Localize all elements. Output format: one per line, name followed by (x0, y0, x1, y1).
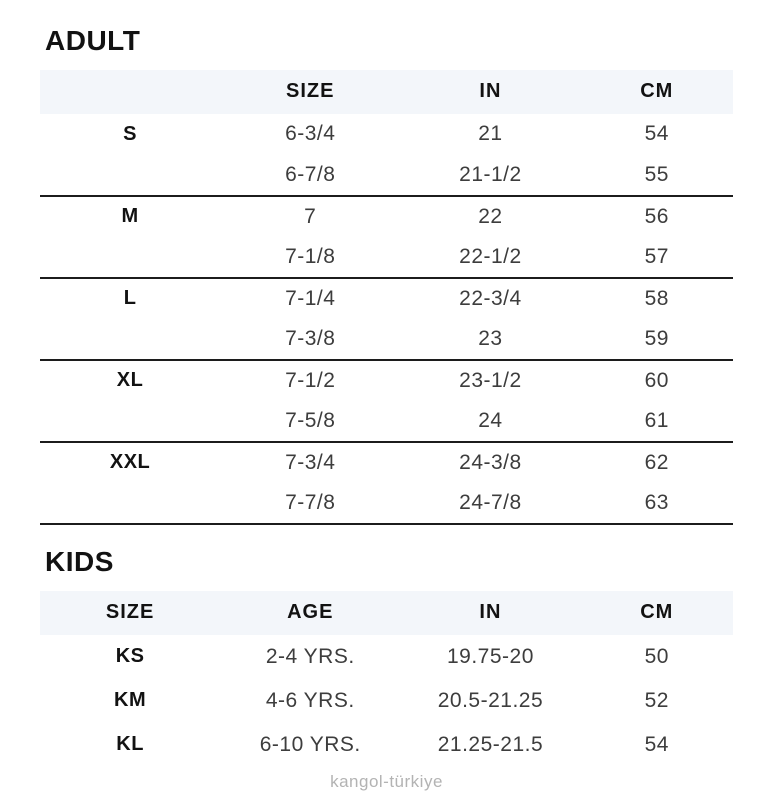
size-label-empty (40, 319, 220, 360)
cell-in: 22-1/2 (400, 237, 580, 278)
kids-table-header-row (40, 591, 733, 635)
cell-size: 7-1/2 (285, 368, 336, 392)
cell-cm: 57 (581, 237, 733, 278)
cell-cm: 54 (644, 122, 669, 146)
cell-cm: 54 (644, 732, 669, 756)
size-label-s: S (123, 122, 137, 145)
kids-section-title: KIDS (45, 545, 114, 577)
size-label-m: M (121, 205, 139, 228)
cell-cm: 61 (581, 401, 733, 442)
cell-in: 24-7/8 (400, 483, 580, 524)
cell-in: 23-1/2 (459, 368, 522, 392)
adult-section-title: ADULT (45, 25, 141, 56)
cell-in: 21.25-21.5 (437, 732, 544, 756)
cell-cm: 58 (644, 286, 669, 310)
adult-size-table (40, 70, 733, 525)
cell-size: 6-7/8 (220, 155, 400, 196)
size-label-empty (40, 237, 220, 278)
kids-header-cm: CM (581, 591, 733, 635)
cell-size: 7-3/8 (220, 319, 400, 360)
cell-cm: 52 (644, 688, 669, 712)
cell-size: 7-1/4 (285, 286, 336, 310)
adult-header-size: SIZE (220, 70, 400, 114)
cell-cm: 60 (644, 368, 669, 392)
table-row-xxl-2 (40, 483, 733, 524)
size-label-empty (40, 483, 220, 524)
cell-size: 7-1/8 (220, 237, 400, 278)
cell-cm: 56 (644, 204, 669, 228)
table-row-kl (40, 723, 733, 767)
cell-in: 24 (400, 401, 580, 442)
table-row-s-2 (40, 155, 733, 196)
cell-size: 7-7/8 (220, 483, 400, 524)
table-row-xl-2 (40, 401, 733, 442)
table-row-xxl-1 (40, 442, 733, 483)
table-row-s-1 (40, 114, 733, 155)
size-label-l: L (123, 287, 137, 310)
cell-age: 4-6 YRS. (265, 688, 355, 712)
adult-header-blank (40, 70, 220, 114)
table-row-m-2 (40, 237, 733, 278)
cell-in: 22-3/4 (459, 286, 522, 310)
cell-cm: 55 (581, 155, 733, 196)
kids-header-size: SIZE (40, 591, 220, 635)
cell-size: 7 (304, 204, 317, 228)
cell-cm: 62 (644, 450, 669, 474)
size-label-empty (40, 401, 220, 442)
adult-header-cm: CM (581, 70, 733, 114)
cell-size: 6-3/4 (285, 122, 336, 146)
adult-table-header-row (40, 70, 733, 114)
table-row-ks (40, 635, 733, 679)
table-row-l-2 (40, 319, 733, 360)
cell-cm: 59 (581, 319, 733, 360)
cell-in: 24-3/8 (459, 450, 522, 474)
size-label-empty (40, 155, 220, 196)
cell-size: 7-3/4 (285, 450, 336, 474)
kids-size-table (40, 591, 733, 767)
table-row-xl-1 (40, 360, 733, 401)
size-label-ks: KS (115, 645, 145, 668)
cell-age: 6-10 YRS. (259, 732, 361, 756)
cell-in: 21 (478, 122, 503, 146)
cell-in: 23 (400, 319, 580, 360)
watermark-credit: kangol-türkiye (330, 771, 443, 791)
adult-header-in: IN (400, 70, 580, 114)
cell-in: 19.75-20 (446, 644, 534, 668)
size-label-xxl: XXL (109, 451, 151, 474)
size-label-xl: XL (116, 369, 144, 392)
cell-age: 2-4 YRS. (265, 644, 355, 668)
size-label-kl: KL (116, 733, 144, 756)
cell-size: 7-5/8 (220, 401, 400, 442)
cell-in: 21-1/2 (400, 155, 580, 196)
cell-in: 20.5-21.25 (437, 688, 544, 712)
cell-cm: 63 (581, 483, 733, 524)
table-row-l-1 (40, 278, 733, 319)
kids-header-in: IN (400, 591, 580, 635)
cell-in: 22 (478, 204, 503, 228)
kids-header-age: AGE (220, 591, 400, 635)
size-label-km: KM (114, 689, 147, 712)
table-row-km (40, 679, 733, 723)
cell-cm: 50 (644, 644, 669, 668)
table-row-m-1 (40, 196, 733, 237)
